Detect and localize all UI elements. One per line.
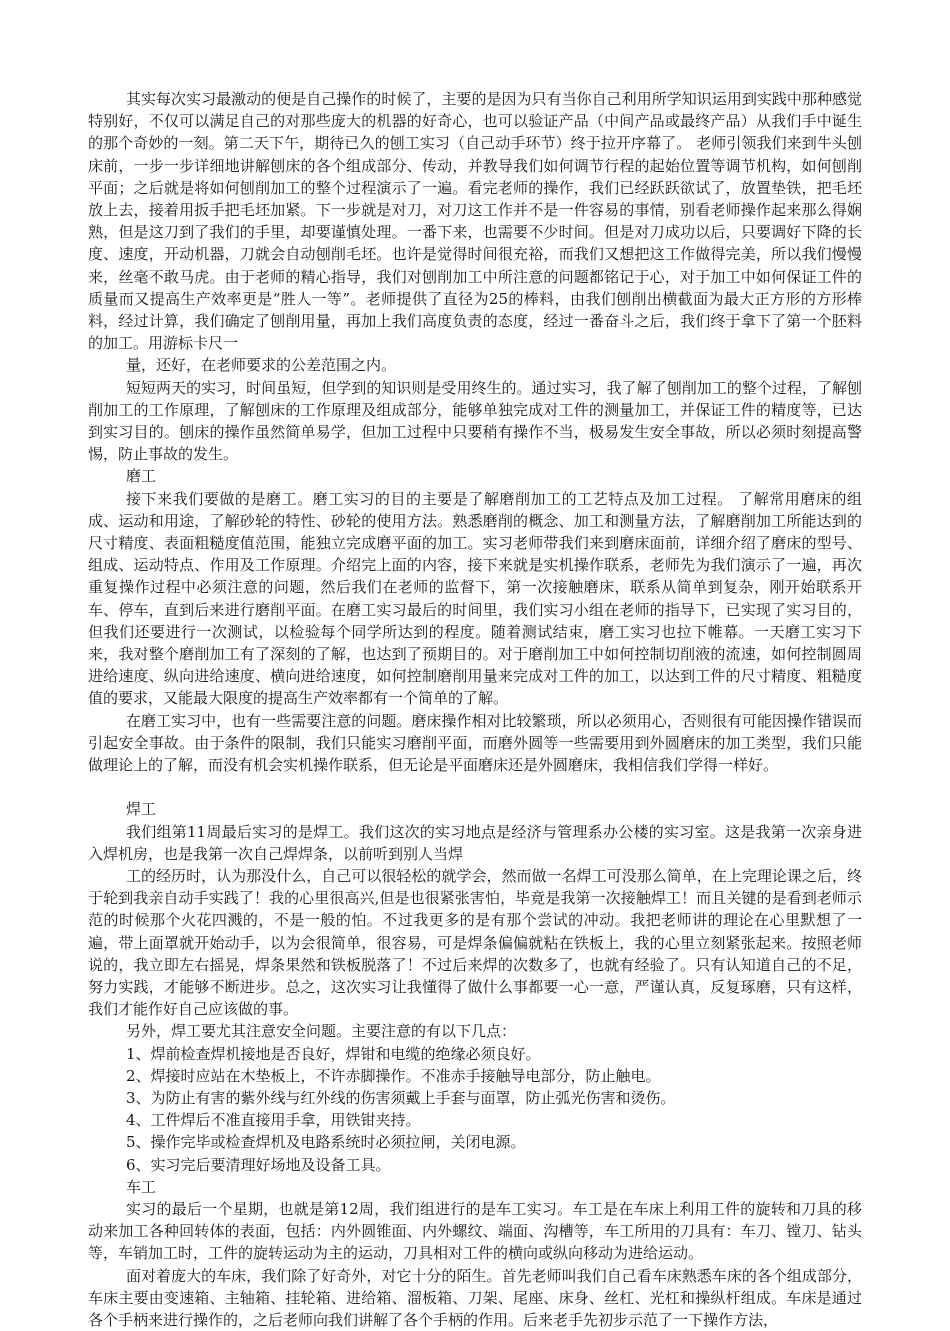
list-item-safety-3: 3、为防止有害的紫外线与红外线的伤害须戴上手套与面罩，防止弧光伤害和烫伤。 — [126, 1088, 676, 1107]
list-item-safety-4: 4、工件焊后不准直接用手拿，用铁钳夹持。 — [126, 1111, 421, 1130]
list-item-safety-2: 2、焊接时应站在木垫板上，不许赤脚操作。不准赤手接触导电部分，防止触电。 — [126, 1066, 661, 1085]
section-heading-turning: 车工 — [126, 1177, 157, 1196]
paragraph-planing-summary: 短短两天的实习，时间虽短，但学到的知识则是受用终生的。通过实习，我了解了刨削加工的整个过程，了解刨削加工的工作原理，了解刨床的工作原理及组成部分，能够单独完成对工件的测量加工，并保证工件的精度等，已达到实习目的。刨床的操作虽然简单易学，但加工过程中只要稍有操作不当，极易发生安全事故，所以必须时刻提高警惕，防止事故的发生。 — [88, 378, 862, 464]
paragraph-grinding-notes: 在磨工实习中，也有一些需要注意的问题。磨床操作相对比较繁琐，所以必须用心，否则很有可能因操作错误而引起安全事故。由于条件的限制，我们只能实习磨削平面，而磨外圆等一些需要用到外圆磨床的加工类型，我们只能做理论上的了解，而没有机会实机操作联系，但无论是平面磨床还是外圆磨床，我相信我们学得一样好。 — [88, 711, 862, 775]
list-item-safety-5: 5、操作完毕或检查焊机及电路系统时必须拉闸，关闭电源。 — [126, 1133, 526, 1152]
paragraph-welding-safety-intro: 另外，焊工要尤其注意安全问题。主要注意的有以下几点： — [126, 1022, 517, 1041]
paragraph-planing-practice: 其实每次实习最激动的便是自己操作的时候了，主要的是因为只有当你自己利用所学知识运用到实践中那种感觉特别好，不仅可以满足自己的对那些庞大的机器的好奇心，也可以验证产品（中间产品或最终产品）从我们手中诞生的那个奇妙的一刻。第二天下午，期待已久的刨工实习（自己动手环节）终于拉开序幕了。 老师引领我们来到牛头刨床前，一步一步详细地讲解刨床的各个组成部分、传动，并教导我们如何调节行程的起始位置等调节机构，如何刨削平面；之后就是将如何刨削加工的整个过程演示了一遍。看完老师的操作，我们已经跃跃欲试了，放置垫铁，把毛坯放上去，接着用扳手把毛坯加紧。下一步就是对刀，对刀这工作并不是一件容易的事情，别看老师操作起来那么得娴熟，但是这刀到了我们的手里，却要谨慎处理。一番下来，也需要不少时间。但是对刀成功以后，只要调好下降的长度、速度，开动机器，刀就会自动刨削毛坯。也许是觉得时间很充裕，而我们又想把这工作做得完美，所以我们慢慢来，丝毫不敢马虎。由于老师的精心指导，我们对刨削加工中所注意的问题都铭记于心，对于加工中如何保证工件的质量而又提高生产效率更是“胜人一等”。老师提供了直径为25的棒料，由我们刨削出横截面为最大正方形的方形棒料，经过计算，我们确定了刨削用量，再加上我们高度负责的态度，经过一番奋斗之后，我们终于拿下了第一个胚料的加工。用游标卡尺一 — [88, 90, 862, 353]
list-item-safety-6: 6、实习完后要清理好场地及设备工具。 — [126, 1155, 391, 1174]
paragraph-welding-intro: 我们组第11周最后实习的是焊工。我们这次的实习地点是经济与管理系办公楼的实习室。这是我第一次亲身进入焊机房，也是我第一次自己焊焊条，以前听到别人当焊 — [88, 822, 862, 863]
section-heading-welding: 焊工 — [126, 800, 157, 819]
section-heading-grinding: 磨工 — [126, 467, 157, 486]
paragraph-grinding-practice: 接下来我们要做的是磨工。磨工实习的目的主要是了解磨削加工的工艺特点及加工过程。 了解常用磨床的组成、运动和用途，了解砂轮的特性、砂轮的使用方法。熟悉磨削的概念、加工和测量方法，了解磨削加工所能达到的尺寸精度、表面粗糙度值范围，能独立完成磨平面的加工。实习老师带我们来到磨床面前，详细介绍了磨床的型号、组成、运动特点、作用及工作原理。介绍完上面的内容，接下来就是实机操作联系，老师先为我们演示了一遍，再次重复操作过程中必须注意的问题，然后我们在老师的监督下，第一次接触磨床，联系从简单到复杂，刚开始联系开车、停车，直到后来进行磨削平面。在磨工实习最后的时间里，我们实习小组在老师的指导下，已实现了实习目的，但我们还要进行一次测试，以检验每个同学所达到的程度。随着测试结束，磨工实习也拉下帷幕。一天磨工实习下来，我对整个磨削加工有了深刻的了解，也达到了预期目的。对于磨削加工中如何控制切削液的流速，如何控制圆周进给速度、纵向进给速度、横向进给速度，如何控制磨削用量来完成对工件的加工，以达到工件的尺寸精度、粗糙度值的要求，又能最大限度的提高生产效率都有一个简单的了解。 — [88, 489, 862, 708]
blank-line — [88, 776, 862, 798]
paragraph-turning-lathe: 面对着庞大的车床，我们除了好奇外，对它十分的陌生。首先老师叫我们自己看车床熟悉车床的各个组成部分，车床主要由变速箱、主轴箱、挂轮箱、进给箱、溜板箱、刀架、尾座、床身、丝杠、光杠和操纵杆组成。车床是通过各个手柄来进行操作的，之后老师向我们讲解了各个手柄的作用。后来老手先初步示范了一下操作方法， — [88, 1266, 862, 1329]
paragraph-welding-experience: 工的经历时，认为那没什么，自己可以很轻松的就学会，然而做一名焊工可没那么简单，在上完理论课之后，终于轮到我亲自动手实践了！我的心里很高兴,但是也很紧张害怕，毕竟是我第一次接触焊工！而且关键的是看到老师示范的时候那个火花四溅的，不是一般的怕。不过我更多的是有那个尝试的冲动。我把老师讲的理论在心里默想了一遍，带上面罩就开始动手，以为会很简单，很容易，可是焊条偏偏就粘在铁板上，我的心里立刻紧张起来。按照老师说的，我立即左右摇晃，焊条果然和铁板脱落了！不过后来焊的次数多了，也就有经验了。只有认知道自己的不足，努力实践，才能够不断进步。总之，这次实习让我懂得了做什么事都要一心一意，严谨认真，反复琢磨，只有这样，我们才能作好自己应该做的事。 — [88, 866, 862, 1019]
paragraph-turning-intro: 实习的最后一个星期，也就是第12周，我们组进行的是车工实习。车工是在车床上利用工件的旋转和刀具的移动来加工各种回转体的表面，包括：内外圆锥面、内外螺纹、端面、沟槽等，车工所用的刀具有：车刀、镗刀、钻头等，车销加工时，工件的旋转运动为主的运动，刀具相对工件的横向或纵向移动为进给运动。 — [88, 1199, 862, 1263]
paragraph-tolerance-result: 量，还好，在老师要求的公差范围之内。 — [126, 356, 397, 375]
list-item-safety-1: 1、焊前检查焊机接地是否良好，焊钳和电缆的绝缘必须良好。 — [126, 1044, 541, 1063]
